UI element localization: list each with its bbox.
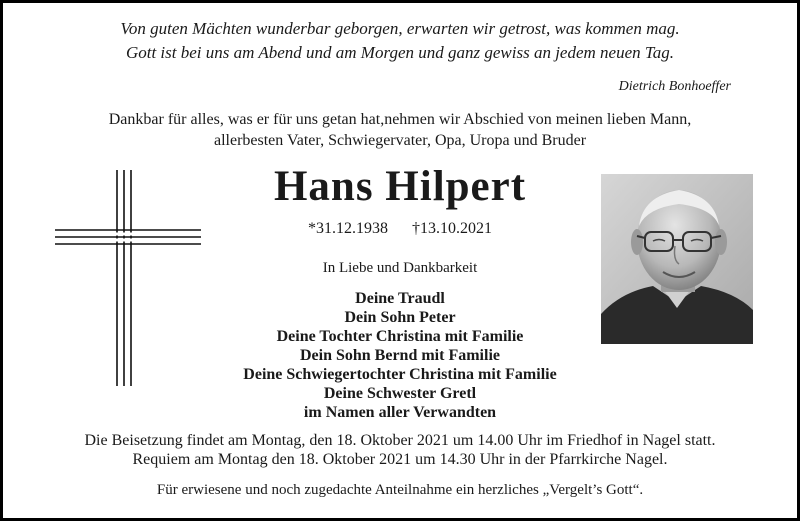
burial-line-2: Requiem am Montag den 18. Oktober 2021 um 14.30 Uhr in der Pfarrkirche Nagel. [132,451,668,468]
burial-line-1: Die Beisetzung findet am Montag, den 18. Oktober 2021 um 14.00 Uhr im Friedhof in Nagel statt. [84,432,716,449]
mourner-5: Deine Schwiegertochter Christina mit Familie [243,366,557,383]
mourners-list [203,289,597,422]
poem-line-1: Von guten Mächten wunderbar geborgen, erwarten wir getrost, was kommen mag. [120,19,680,38]
intro-line-1: Dankbar für alles, was er für uns getan hat,nehmen wir Abschied von meinen lieben Mann, [108,111,692,128]
mourner-6: Deine Schwester Gretl [323,385,477,402]
mourner-1: Deine Traudl [355,290,445,307]
poem-line-2: Gott ist bei uns am Abend und am Morgen und ganz gewiss an jedem neuen Tag. [125,43,675,62]
life-dates [203,220,597,238]
intro-text [3,109,797,151]
deceased-name: Hans Hilpert [273,163,527,210]
burial-info [3,431,797,469]
mourner-3: Deine Tochter Christina mit Familie [276,328,524,345]
intro-line-2: allerbesten Vater, Schwiegervater, Opa, Uropa und Bruder [213,132,587,149]
thanks-text: Für erwiesene und noch zugedachte Anteilnahme ein herzliches „Vergelt’s Gott“. [156,482,644,498]
mourner-2: Dein Sohn Peter [344,309,456,326]
portrait-photo [601,174,753,344]
death-date: †13.10.2021 [412,220,492,237]
mourners-heading: In Liebe und Dankbarkeit [322,260,478,276]
mourner-4: Dein Sohn Bernd mit Familie [299,347,500,364]
poem [3,17,797,65]
mourner-7: im Namen aller Verwandten [303,404,497,421]
poem-author: Dietrich Bonhoeffer [618,79,731,94]
cross-icon [53,168,203,388]
birth-date: *31.12.1938 [308,220,388,237]
